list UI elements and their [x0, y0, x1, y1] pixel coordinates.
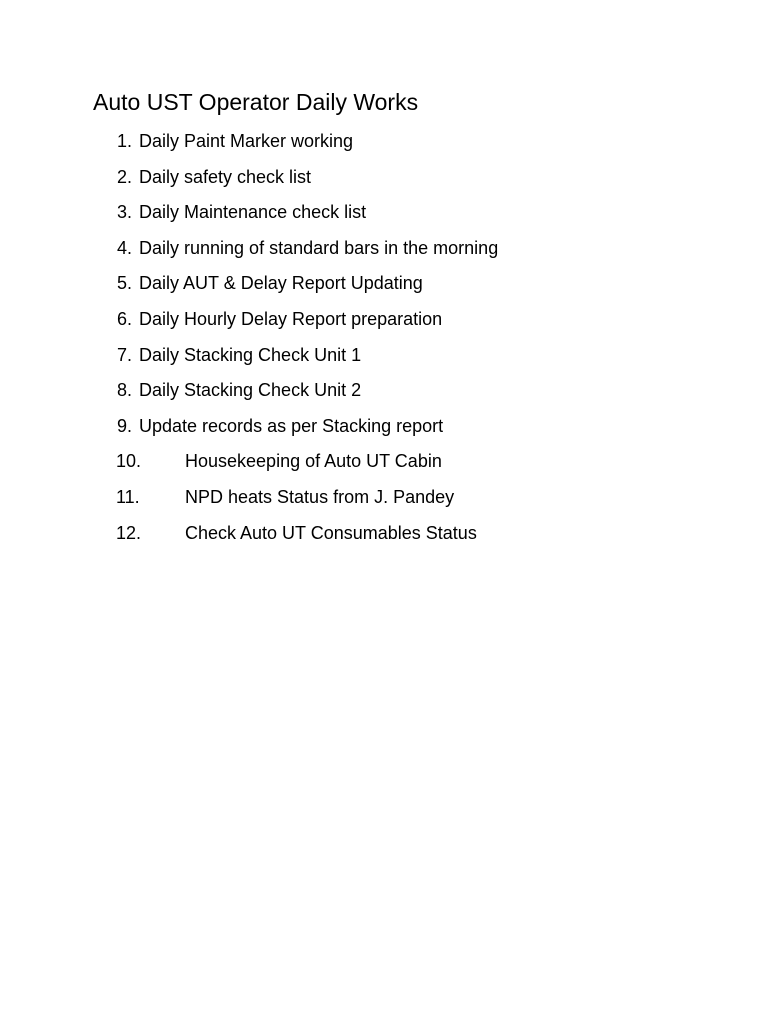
list-item-text: Check Auto UT Consumables Status	[185, 522, 477, 543]
list-item-text: Daily running of standard bars in the morning	[139, 237, 499, 258]
list-item-number: 7.	[116, 344, 132, 365]
list-item-text: Daily AUT & Delay Report Updating	[139, 273, 423, 294]
list-item	[0, 268, 768, 304]
list-item	[0, 233, 768, 269]
list-item-number: 11.	[116, 486, 140, 507]
list-item-text: Daily Stacking Check Unit 1	[139, 344, 362, 365]
list-item-text: Daily Paint Marker working	[139, 131, 354, 151]
list-item	[0, 518, 768, 554]
document-title: Auto UST Operator Daily Works	[93, 89, 419, 115]
list-item-number: 4.	[116, 237, 132, 258]
list-item-number: 10.	[116, 451, 142, 472]
list-item	[0, 482, 768, 518]
list-item	[0, 340, 768, 376]
list-item-text: Daily Maintenance check list	[139, 202, 367, 223]
list-item-number: 2.	[116, 166, 132, 187]
list-item-text: Daily Stacking Check Unit 2	[139, 380, 362, 401]
list-item	[0, 304, 768, 340]
list-item	[0, 411, 768, 447]
list-item	[0, 375, 768, 411]
list-item-text: NPD heats Status from J. Pandey	[185, 486, 455, 507]
list-item	[0, 446, 768, 482]
list-item-number: 12.	[116, 522, 142, 543]
list-item-number: 9.	[116, 415, 132, 436]
list-item-text: Daily Hourly Delay Report preparation	[139, 308, 443, 329]
list-item-text: Housekeeping of Auto UT Cabin	[185, 451, 442, 472]
list-item-number: 3.	[116, 202, 132, 223]
list-item	[0, 126, 768, 162]
list-item	[0, 197, 768, 233]
list-item-number: 6.	[116, 308, 132, 329]
list-item-text: Update records as per Stacking report	[139, 415, 444, 436]
list-item-text: Daily safety check list	[139, 166, 312, 187]
list-item	[0, 162, 768, 198]
list-item-number: 5.	[116, 273, 132, 294]
list-item-number: 1.	[116, 131, 132, 151]
task-list	[0, 126, 768, 553]
list-item-number: 8.	[116, 380, 132, 401]
